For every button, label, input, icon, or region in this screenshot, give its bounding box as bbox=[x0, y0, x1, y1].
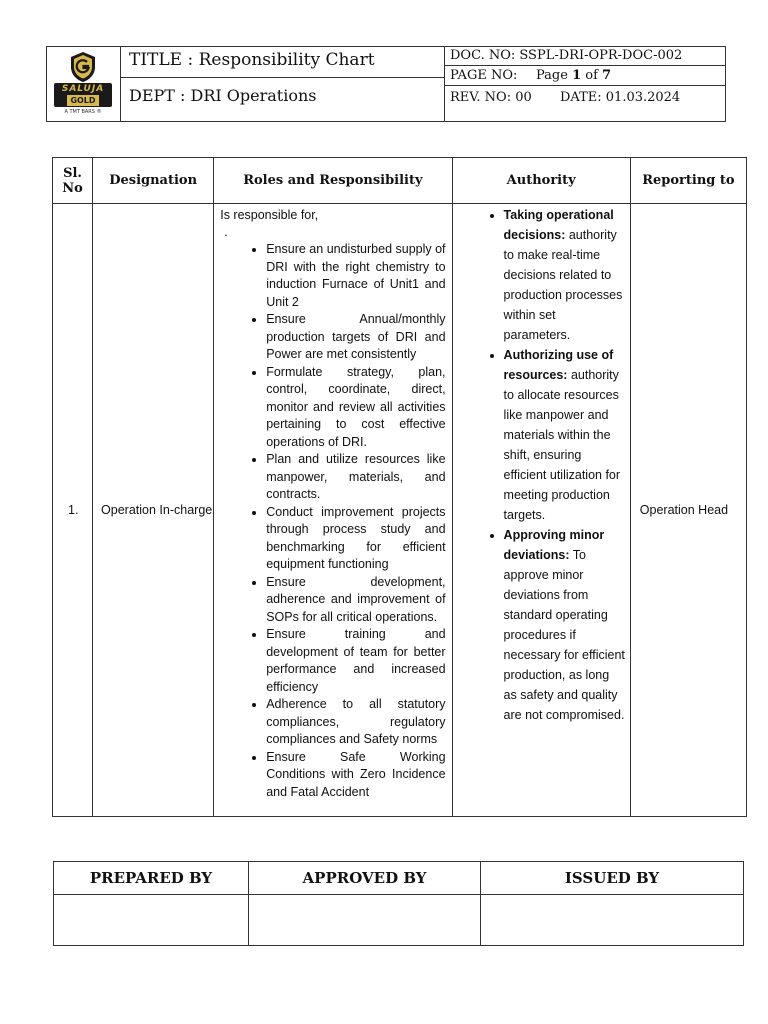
prepared-by-signature bbox=[54, 895, 249, 946]
authority-heading: Authorizing use of resources: bbox=[503, 348, 614, 382]
shield-logo-icon bbox=[69, 51, 97, 83]
cell-designation bbox=[93, 204, 214, 817]
header-roles: Roles and Responsibility bbox=[214, 158, 452, 204]
sl-number: 1. bbox=[68, 503, 79, 517]
cell-sl-no bbox=[53, 204, 93, 817]
logo-cell bbox=[47, 47, 121, 121]
logo-gold-text: GOLD bbox=[67, 95, 99, 106]
page-no-label: PAGE NO: bbox=[450, 68, 518, 83]
authority-text: To approve minor deviations from standard operating procedures if necessary for efficient production, as long as safety and quality are not compromised. bbox=[503, 548, 625, 722]
page-of: of bbox=[581, 68, 603, 83]
document-title: TITLE : Responsibility Chart bbox=[120, 47, 444, 78]
page-number-row bbox=[444, 66, 725, 86]
authority-text: authority to allocate resources like manpower and materials within the shift, ensuring efficient utilization for meeting production targets. bbox=[503, 368, 621, 522]
issued-by-signature bbox=[481, 895, 744, 946]
list-item: • Plan and utilize resources like manpower, materials, and contracts. bbox=[266, 451, 445, 504]
page-indicator bbox=[536, 68, 611, 83]
signoff-table bbox=[53, 861, 744, 946]
revision-number: REV. NO: 00 bbox=[450, 90, 532, 105]
logo-brand-text: SALUJA bbox=[61, 84, 105, 94]
responsibility-table bbox=[52, 157, 747, 817]
page-current: 1 bbox=[572, 68, 582, 83]
authority-heading: Taking operational decisions: bbox=[503, 208, 614, 242]
designation-text: Operation In-charge bbox=[101, 503, 213, 517]
revision-row bbox=[444, 86, 725, 105]
issued-by-header: ISSUED BY bbox=[481, 862, 744, 895]
signoff-signature-row bbox=[54, 895, 744, 946]
document-header bbox=[46, 46, 726, 122]
logo-tagline: A TMT BARS ® bbox=[64, 109, 102, 115]
reporting-text: Operation Head bbox=[639, 503, 729, 517]
prepared-by-header: PREPARED BY bbox=[54, 862, 249, 895]
list-item: • Adherence to all statutory compliances, regulatory compliances and Safety norms bbox=[266, 696, 445, 749]
table-row bbox=[53, 204, 747, 817]
cell-roles bbox=[214, 204, 452, 817]
roles-list bbox=[220, 241, 445, 801]
meta-cell bbox=[444, 47, 725, 121]
table-header-row bbox=[53, 158, 747, 204]
header-reporting: Reporting to bbox=[630, 158, 746, 204]
list-item: • Ensure training and development of team for better performance and increased efficiency bbox=[266, 626, 445, 696]
list-item: • Ensure development, adherence and improvement of SOPs for all critical operations. bbox=[266, 574, 445, 627]
authority-list bbox=[459, 205, 626, 725]
list-item bbox=[504, 205, 626, 345]
page-prefix: Page bbox=[536, 68, 573, 83]
roles-dot: . bbox=[224, 225, 228, 239]
page-total: 7 bbox=[602, 68, 612, 83]
title-cell bbox=[120, 47, 445, 121]
cell-reporting bbox=[630, 204, 746, 817]
header-authority: Authority bbox=[452, 158, 630, 204]
header-sl-no: Sl. No bbox=[53, 158, 93, 204]
list-item: • Ensure Safe Working Conditions with Zero Incidence and Fatal Accident bbox=[266, 749, 445, 802]
cell-authority bbox=[452, 204, 630, 817]
authority-text: authority to make real-time decisions related to production processes within set parameters. bbox=[503, 228, 623, 342]
doc-number: DOC. NO: SSPL-DRI-OPR-DOC-002 bbox=[444, 47, 725, 66]
list-item: • Conduct improvement projects through process study and benchmarking for efficient equipment functioning bbox=[266, 504, 445, 574]
department: DEPT : DRI Operations bbox=[129, 86, 317, 105]
signoff-header-row bbox=[54, 862, 744, 895]
list-item: • Ensure an undisturbed supply of DRI with the right chemistry to induction Furnace of Unit1 and Unit 2 bbox=[266, 241, 445, 311]
document-date: DATE: 01.03.2024 bbox=[560, 90, 681, 105]
approved-by-header: APPROVED BY bbox=[249, 862, 481, 895]
approved-by-signature bbox=[249, 895, 481, 946]
authority-heading: Approving minor deviations: bbox=[503, 528, 605, 562]
saluja-gold-logo bbox=[54, 51, 112, 117]
list-item: • Formulate strategy, plan, control, coordinate, direct, monitor and review all activities pertaining to cost effective operations of DRI. bbox=[266, 364, 445, 452]
roles-intro: Is responsible for, bbox=[220, 208, 319, 222]
list-item bbox=[504, 345, 626, 525]
header-designation: Designation bbox=[93, 158, 214, 204]
list-item: • Ensure Annual/monthly production targets of DRI and Power are met consistently bbox=[266, 311, 445, 364]
list-item bbox=[504, 525, 626, 725]
